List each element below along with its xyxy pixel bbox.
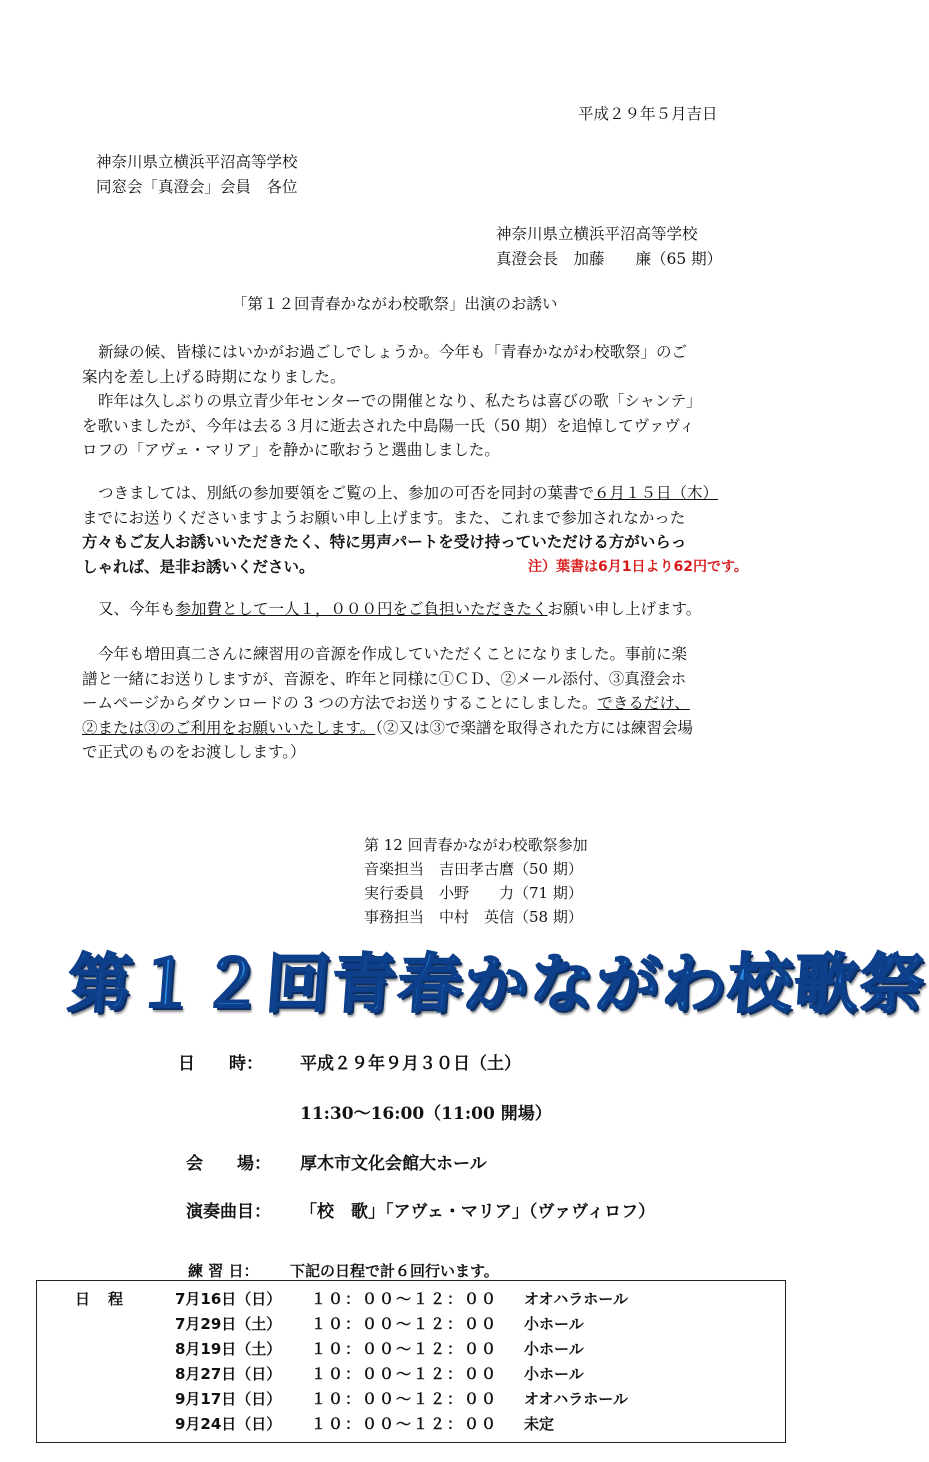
schedule-time: １０：００～１２：００ [311, 1290, 499, 1308]
fee-amount: 参加費として一人１，０００円をご負担いただきたく [175, 600, 548, 618]
schedule-time: １０：００～１２：００ [311, 1390, 499, 1408]
event-time-value: 11:30～16:00（11:00 開場） [300, 1104, 552, 1124]
practice-schedule-table [36, 1280, 786, 1443]
event-venue-label: 会 場： [186, 1154, 271, 1174]
staff-exec: 実行委員 小野 力（71 期） [364, 884, 583, 902]
schedule-date: 9月17日（日） [175, 1390, 282, 1408]
recipient-members: 同窓会「真澄会」会員 各位 [96, 178, 298, 196]
schedule-date: 7月29日（土） [175, 1315, 282, 1333]
text-underlined: ②または③のご利用をお願いいたします。 [82, 718, 376, 737]
schedule-place: 小ホール [524, 1340, 584, 1358]
staff-header: 第 12 回青春かながわ校歌祭参加 [364, 836, 588, 854]
paragraph-greeting [82, 340, 742, 463]
staff-music: 音楽担当 吉田孝古麿（50 期） [364, 860, 583, 878]
schedule-time: １０：００～１２：００ [311, 1415, 499, 1433]
text-line: 昨年は久しぶりの県立青少年センターでの開催となり、私たちは喜びの歌「シャンテ」 [98, 392, 702, 410]
text-line: 譜と一緒にお送りしますが、音源を、昨年と同様に①ＣＤ、②メール添付、③真澄会ホ [82, 669, 687, 688]
event-songs-value: 「校 歌」「アヴェ・マリア」（ヴァヴィロフ） [300, 1202, 656, 1222]
event-date-label: 日 時： [178, 1054, 263, 1074]
text-line [82, 481, 742, 506]
letter-title: 「第１２回青春かながわ校歌祭」出演のお誘い [232, 295, 558, 313]
text-underlined: できるだけ、 [597, 694, 690, 712]
recipient-school: 神奈川県立横浜平沼高等学校 [96, 153, 298, 171]
text-line [82, 691, 742, 716]
text-line-emphasis: 方々もご友人お誘いいただきたく、特に男声パートを受け持っていただける方がいらっ [82, 532, 687, 551]
schedule-date: 8月27日（日） [175, 1365, 282, 1383]
paragraph-fee [82, 597, 742, 622]
sender-name: 真澄会長 加藤 廉（65 期） [496, 250, 723, 268]
schedule-place: 小ホール [524, 1315, 584, 1333]
text-segment: お願い申し上げます。 [547, 600, 702, 618]
event-venue-value: 厚木市文化会館大ホール [300, 1154, 487, 1174]
schedule-time: １０：００～１２：００ [311, 1365, 499, 1383]
text-segment: 又、今年も [98, 600, 176, 618]
text-line: までにお送りくださいますようお願い申し上げます。また、これまで参加されなかった [82, 508, 686, 527]
text-line: 新緑の候、皆様にはいかがお過ごしでしょうか。今年も「青春かながわ校歌祭」のご [98, 343, 688, 361]
schedule-date: 9月24日（日） [175, 1415, 282, 1433]
text-line [82, 716, 742, 741]
text-segment: （②又は③で楽譜を取得された方には練習会場 [375, 718, 694, 737]
schedule-date: 8月19日（土） [175, 1340, 282, 1358]
text-line [82, 597, 742, 622]
letter-date: 平成２９年５月吉日 [578, 105, 718, 123]
text-line: で正式のものをお渡しします。） [82, 743, 306, 761]
practice-label: 練 習 日： [188, 1262, 259, 1280]
text-line: を歌いましたが、今年は去る３月に逝去された中島陽一氏（50 期）を追悼してヴァヴィ [82, 416, 695, 435]
festival-banner-title: 第１２回青春かながわ校歌祭 [65, 948, 929, 1022]
text-line: 案内を差し上げる時期になりました。 [82, 367, 346, 386]
event-date-value: 平成２９年９月３０日（土） [300, 1054, 521, 1074]
practice-description: 下記の日程で計６回行います。 [290, 1262, 499, 1280]
schedule-label: 日程 [75, 1290, 142, 1308]
event-songs-label: 演奏曲目： [186, 1202, 271, 1222]
reply-deadline: ６月１５日（木） [594, 484, 719, 502]
schedule-date: 7月16日（日） [175, 1290, 282, 1308]
schedule-time: １０：００～１２：００ [311, 1340, 499, 1358]
text-line: ロフの「アヴェ・マリア」を静かに歌おうと選曲しました。 [82, 441, 500, 459]
sender-school: 神奈川県立横浜平沼高等学校 [496, 225, 698, 243]
schedule-place: オオハラホール [524, 1390, 628, 1408]
schedule-place: 未定 [524, 1415, 555, 1433]
staff-office: 事務担当 中村 英信（58 期） [364, 908, 583, 926]
schedule-place: オオハラホール [524, 1290, 628, 1308]
schedule-time: １０：００～１２：００ [311, 1315, 499, 1333]
schedule-place: 小ホール [524, 1365, 584, 1383]
paragraph-audio [82, 642, 742, 765]
text-line: 今年も増田真二さんに練習用の音源を作成していただくことになりました。事前に楽 [98, 645, 688, 663]
text-segment: つきましては、別紙の参加要領をご覧の上、参加の可否を同封の葉書で [98, 484, 595, 502]
postcard-note: 注）葉書は6月1日より62円です。 [528, 559, 748, 575]
text-segment: ームページからダウンロードの 3 つの方法でお送りすることにしました。 [82, 694, 598, 712]
text-line-emphasis: しゃれば、是非お誘いください。 [82, 556, 315, 576]
